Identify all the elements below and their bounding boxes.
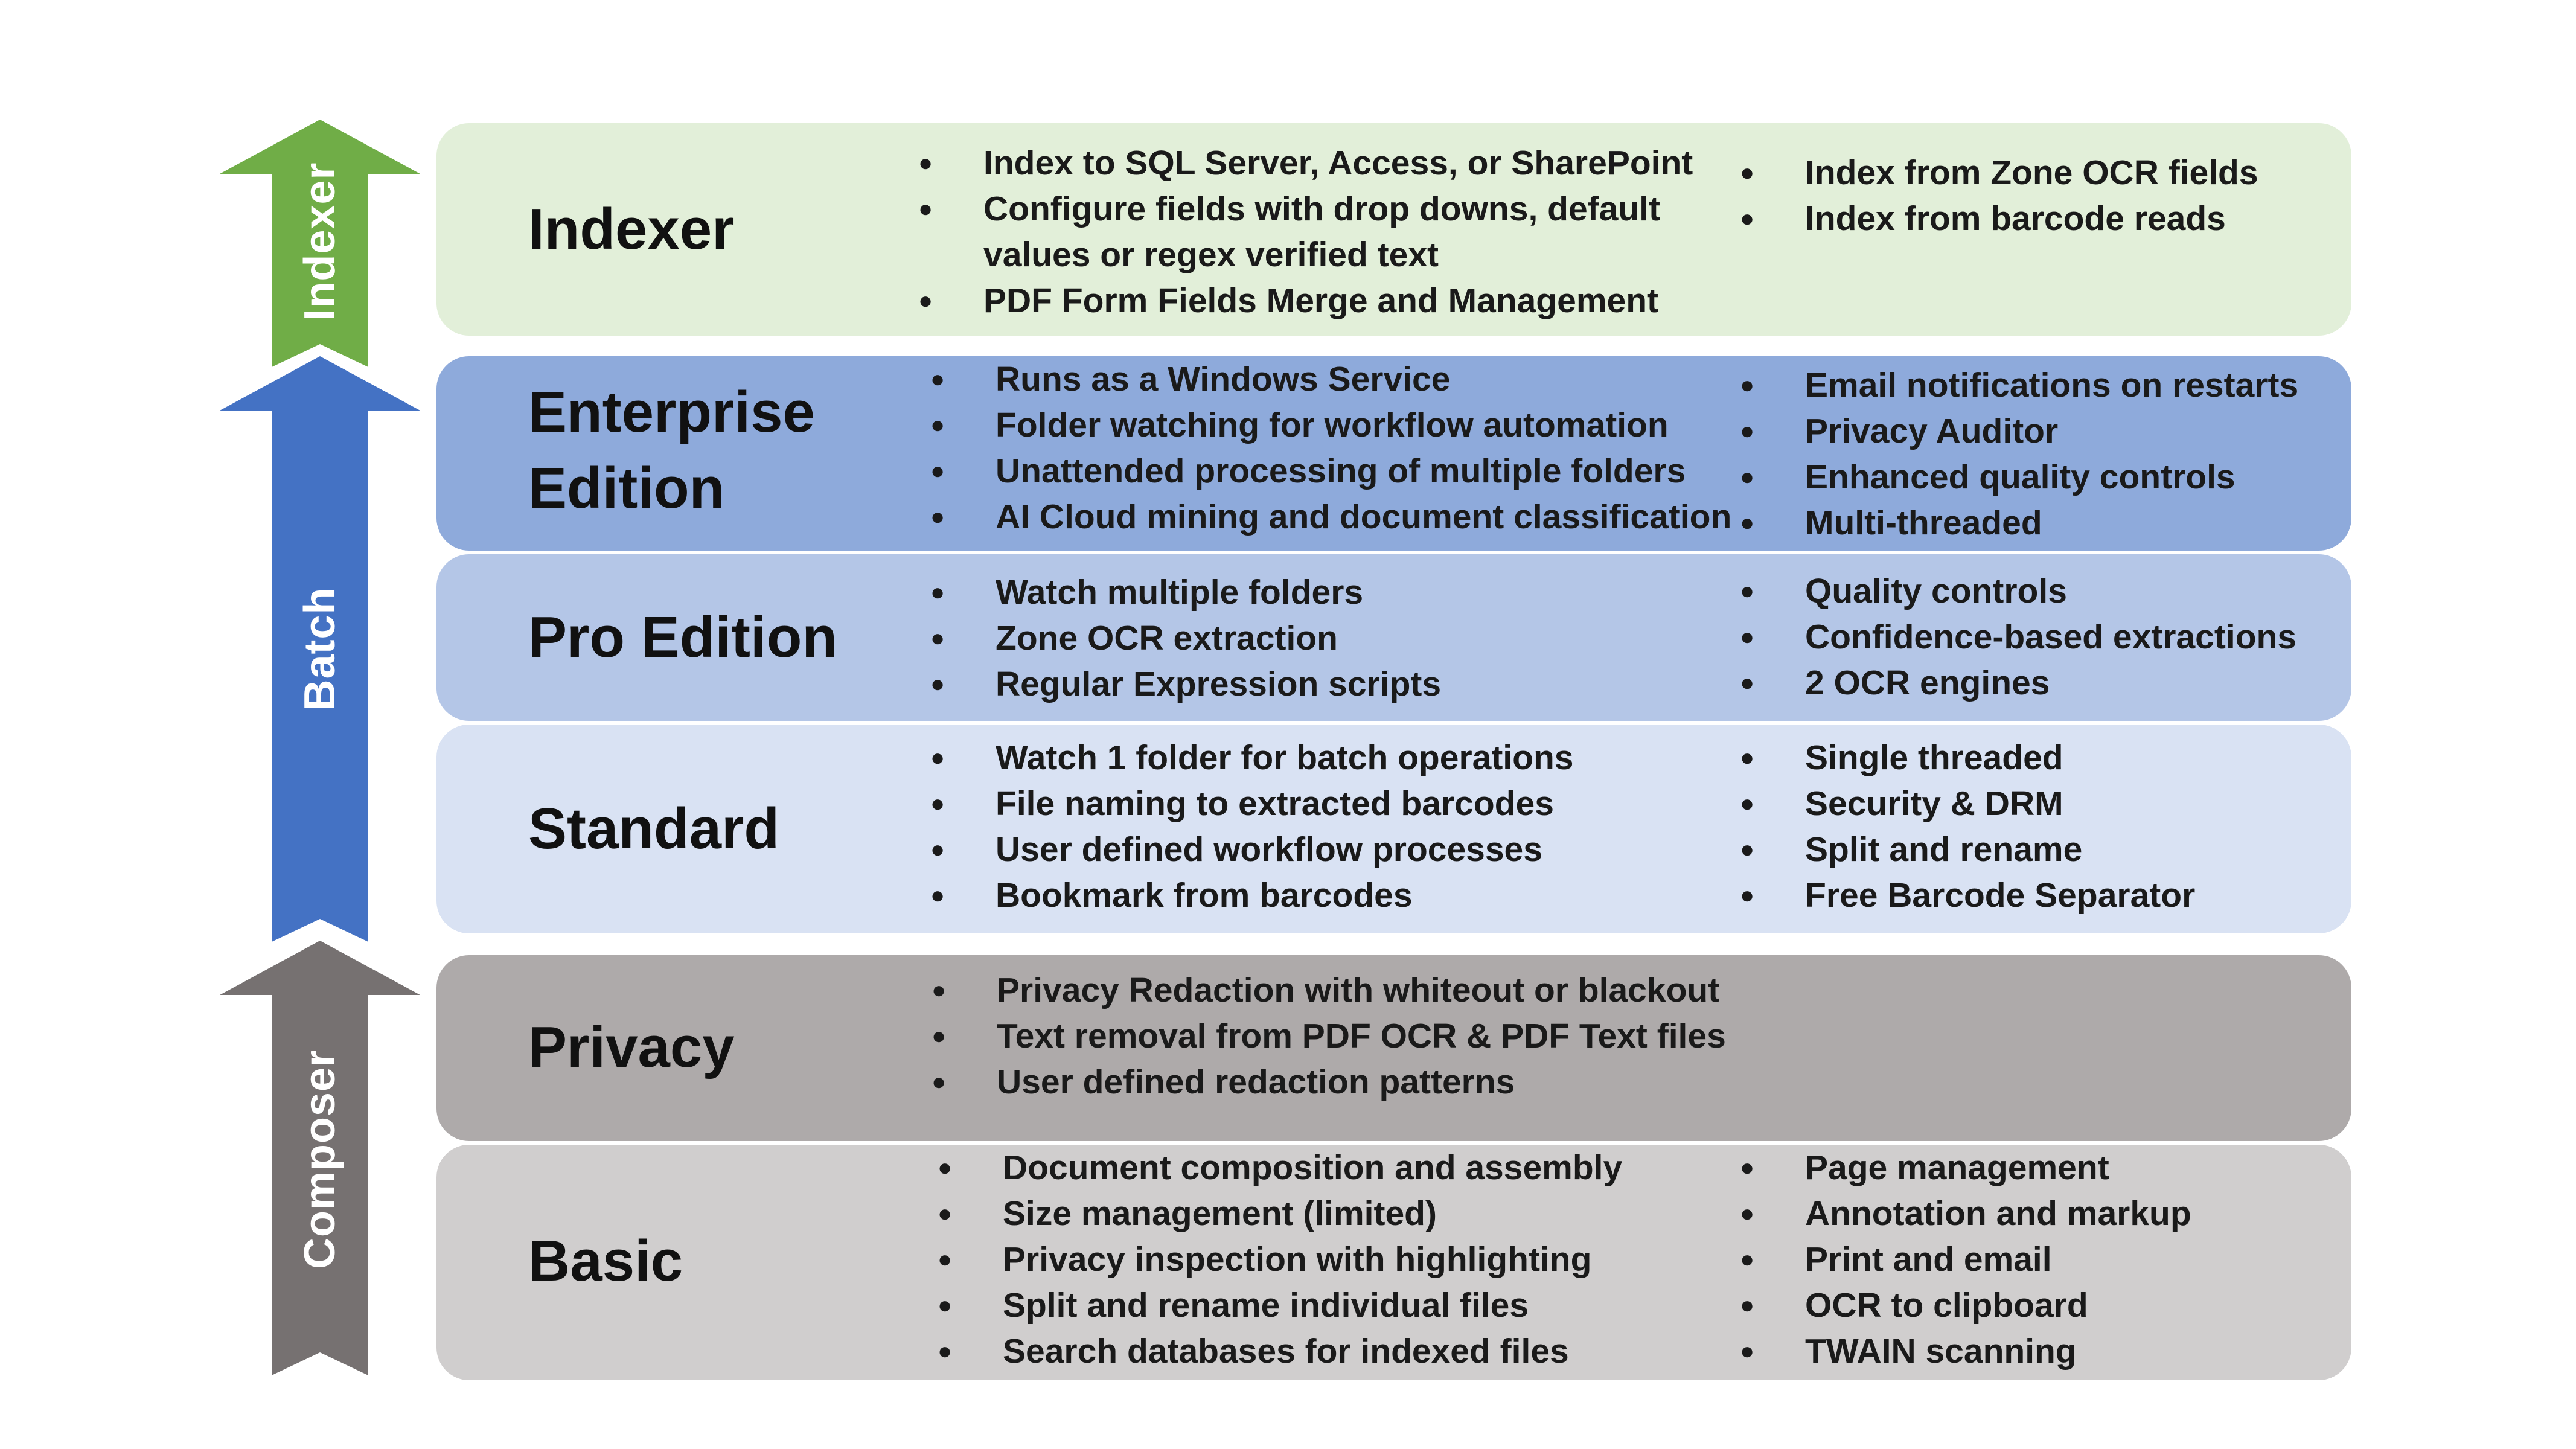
feature-item (930, 448, 1780, 494)
feature-text: Print and email (1805, 1240, 2052, 1279)
tier-title: Standard (528, 796, 780, 861)
bullet-icon: ● (932, 1023, 947, 1049)
feature-item (930, 661, 1780, 707)
feature-text: Configure fields with drop downs, default values or regex verified text (983, 190, 1660, 274)
feature-item (930, 356, 1780, 402)
feature-text: File naming to extracted barcodes (996, 784, 1554, 823)
bullet-icon: ● (1740, 624, 1755, 650)
tier-left-features (930, 356, 1780, 540)
tier-right-features (1740, 150, 2336, 242)
feature-item (938, 1328, 1788, 1374)
feature-text: Privacy Auditor (1805, 412, 2059, 450)
feature-text: Search databases for indexed files (1003, 1332, 1569, 1371)
feature-text: 2 OCR engines (1805, 664, 2050, 702)
feature-item (1740, 660, 2336, 706)
tier-privacy (436, 955, 2351, 1141)
bullet-icon: ● (1740, 1200, 1755, 1227)
feature-item (930, 735, 1780, 781)
feature-item (930, 615, 1780, 661)
feature-item (1740, 454, 2336, 500)
feature-item (938, 1236, 1788, 1282)
feature-text: Unattended processing of multiple folders (996, 452, 1686, 490)
bullet-icon: ● (1740, 578, 1755, 604)
feature-item (930, 827, 1780, 872)
bullet-icon: ● (1740, 1338, 1755, 1364)
feature-text: Text removal from PDF OCR & PDF Text files (997, 1017, 1726, 1055)
tier-left-features (930, 569, 1780, 707)
bullet-icon: ● (930, 412, 945, 438)
feature-item (1740, 1328, 2336, 1374)
feature-item (930, 569, 1780, 615)
bullet-icon: ● (1740, 882, 1755, 909)
feature-item (1740, 614, 2336, 660)
feature-item (1740, 1145, 2336, 1191)
tier-title: Basic (528, 1229, 683, 1293)
indexer-arrow-label: Indexer (296, 162, 344, 321)
feature-text: PDF Form Fields Merge and Management (983, 281, 1659, 320)
bullet-icon: ● (1740, 1292, 1755, 1319)
tier-pro-edition (436, 554, 2351, 721)
bullet-icon: ● (918, 150, 933, 176)
tier-title: Privacy (528, 1015, 735, 1080)
tier-right-features (1740, 1145, 2336, 1374)
bullet-icon: ● (1740, 464, 1755, 490)
feature-item (932, 1013, 1842, 1059)
tier-indexer (436, 123, 2351, 336)
bullet-icon: ● (938, 1154, 953, 1181)
feature-text: Size management (limited) (1003, 1194, 1437, 1233)
bullet-icon: ● (930, 579, 945, 606)
feature-text: Index from barcode reads (1805, 199, 2226, 238)
tier-basic (436, 1145, 2351, 1380)
bullet-icon: ● (1740, 1246, 1755, 1273)
batch-arrow-label: Batch (296, 587, 344, 711)
feature-text: Index to SQL Server, Access, or SharePoint (983, 144, 1693, 182)
feature-text: TWAIN scanning (1805, 1332, 2077, 1371)
feature-text: Split and rename (1805, 830, 2083, 869)
tier-right-features (1740, 568, 2336, 706)
feature-item (1740, 735, 2336, 781)
tier-title: Indexer (528, 197, 735, 261)
bullet-icon: ● (932, 1069, 947, 1095)
feature-item (938, 1191, 1788, 1236)
feature-item (930, 872, 1780, 918)
bullet-icon: ● (1740, 159, 1755, 186)
feature-item (1740, 500, 2336, 546)
bullet-icon: ● (1740, 418, 1755, 444)
feature-item (1740, 150, 2336, 196)
bullet-icon: ● (1740, 372, 1755, 398)
bullet-icon: ● (930, 458, 945, 484)
bullet-icon: ● (1740, 790, 1755, 817)
bullet-icon: ● (938, 1292, 953, 1319)
bullet-icon: ● (1740, 1154, 1755, 1181)
feature-text: Watch multiple folders (996, 573, 1364, 612)
feature-item (918, 278, 1738, 324)
feature-text: Index from Zone OCR fields (1805, 153, 2258, 192)
feature-item (938, 1145, 1788, 1191)
bullet-icon: ● (918, 287, 933, 314)
bullet-icon: ● (1740, 836, 1755, 863)
feature-text: User defined workflow processes (996, 830, 1542, 869)
bullet-icon: ● (938, 1200, 953, 1227)
feature-text: Zone OCR extraction (996, 619, 1338, 657)
tier-left-features (932, 967, 1842, 1105)
feature-text: Security & DRM (1805, 784, 2063, 823)
feature-text: AI Cloud mining and document classification (996, 497, 1732, 536)
feature-text: Annotation and markup (1805, 1194, 2191, 1233)
feature-item (1740, 568, 2336, 614)
feature-text: Page management (1805, 1148, 2109, 1187)
feature-item (1740, 1282, 2336, 1328)
feature-item (930, 781, 1780, 827)
feature-item (930, 402, 1780, 448)
feature-item (932, 967, 1842, 1013)
tier-left-features (918, 140, 1738, 324)
feature-text: Regular Expression scripts (996, 665, 1442, 703)
feature-text: User defined redaction patterns (997, 1063, 1515, 1101)
bullet-icon: ● (930, 504, 945, 530)
bullet-icon: ● (938, 1246, 953, 1273)
feature-item (1740, 827, 2336, 872)
bullet-icon: ● (930, 836, 945, 863)
feature-text: OCR to clipboard (1805, 1286, 2088, 1325)
feature-text: Free Barcode Separator (1805, 876, 2196, 915)
bullet-icon: ● (930, 625, 945, 651)
feature-item (918, 186, 1678, 278)
tier-title: Enterprise Edition (528, 380, 815, 520)
feature-text: Watch 1 folder for batch operations (996, 738, 1574, 777)
bullet-icon: ● (930, 882, 945, 909)
tier-right-features (1740, 735, 2336, 918)
bullet-icon: ● (1740, 670, 1755, 696)
feature-item (1740, 872, 2336, 918)
bullet-icon: ● (938, 1338, 953, 1364)
feature-text: Privacy Redaction with whiteout or blackout (997, 971, 1720, 1009)
bullet-icon: ● (1740, 205, 1755, 232)
feature-text: Enhanced quality controls (1805, 458, 2236, 496)
feature-text: Runs as a Windows Service (996, 360, 1451, 398)
tier-title: Pro Edition (528, 605, 837, 670)
feature-item (918, 140, 1738, 186)
feature-text: Multi-threaded (1805, 504, 2042, 542)
feature-text: Email notifications on restarts (1805, 366, 2299, 405)
bullet-icon: ● (932, 977, 947, 1003)
composer-arrow-label: Composer (296, 1049, 344, 1270)
bullet-icon: ● (930, 671, 945, 697)
feature-text: Split and rename individual files (1003, 1286, 1529, 1325)
feature-text: Single threaded (1805, 738, 2063, 777)
tier-left-features (938, 1145, 1788, 1374)
feature-item (1740, 408, 2336, 454)
feature-item (1740, 1191, 2336, 1236)
tier-right-features (1740, 362, 2336, 546)
feature-item (932, 1059, 1842, 1105)
tier-left-features (930, 735, 1780, 918)
feature-text: Confidence-based extractions (1805, 618, 2297, 656)
tier-standard (436, 724, 2351, 933)
feature-text: Bookmark from barcodes (996, 876, 1413, 915)
feature-text: Privacy inspection with highlighting (1003, 1240, 1592, 1279)
bullet-icon: ● (1740, 744, 1755, 771)
feature-item (930, 494, 1780, 540)
feature-text: Document composition and assembly (1003, 1148, 1623, 1187)
feature-item (1740, 781, 2336, 827)
bullet-icon: ● (930, 744, 945, 771)
bullet-icon: ● (930, 366, 945, 392)
feature-item (1740, 362, 2336, 408)
feature-text: Folder watching for workflow automation (996, 406, 1669, 444)
bullet-icon: ● (1740, 510, 1755, 536)
feature-item (1740, 196, 2336, 242)
tier-enterprise-edition (436, 356, 2351, 551)
feature-item (938, 1282, 1788, 1328)
bullet-icon: ● (918, 196, 933, 222)
feature-text: Quality controls (1805, 572, 2067, 610)
feature-item (1740, 1236, 2336, 1282)
bullet-icon: ● (930, 790, 945, 817)
